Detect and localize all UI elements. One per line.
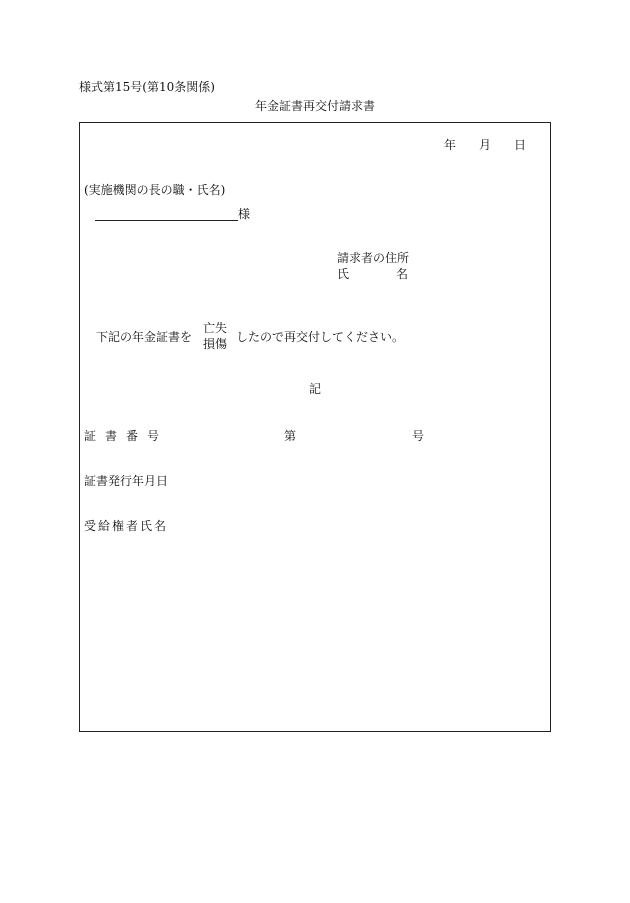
page-title: 年金証書再交付請求書 xyxy=(254,99,375,113)
form-frame xyxy=(79,122,551,732)
requester-name-label-1: 氏 xyxy=(337,267,350,281)
certificate-number-go: 号 xyxy=(412,429,425,443)
ki-heading: 記 xyxy=(309,382,322,396)
body-option-lost: 亡失 xyxy=(203,321,228,335)
date-month-label: 月 xyxy=(479,138,492,152)
certificate-number-dai: 第 xyxy=(284,429,297,443)
date-year-label: 年 xyxy=(444,138,457,152)
addressee-honorific: 様 xyxy=(238,207,251,221)
body-text-prefix: 下記の年金証書を xyxy=(96,330,193,344)
date-day-label: 日 xyxy=(514,138,527,152)
body-option-damaged: 損傷 xyxy=(203,337,228,351)
addressee-label: (実施機関の長の職・氏名) xyxy=(84,183,226,197)
addressee-underline xyxy=(95,220,238,221)
requester-address-label: 請求者の住所 xyxy=(337,251,410,265)
recipient-name-label: 受給権者氏名 xyxy=(84,519,169,533)
issue-date-label: 証書発行年月日 xyxy=(84,474,169,488)
requester-name-label-2: 名 xyxy=(396,267,409,281)
body-text-suffix: したので再交付してください。 xyxy=(236,330,405,344)
certificate-number-label: 証書番号 xyxy=(84,429,169,443)
form-number: 様式第15号(第10条関係) xyxy=(79,80,215,94)
